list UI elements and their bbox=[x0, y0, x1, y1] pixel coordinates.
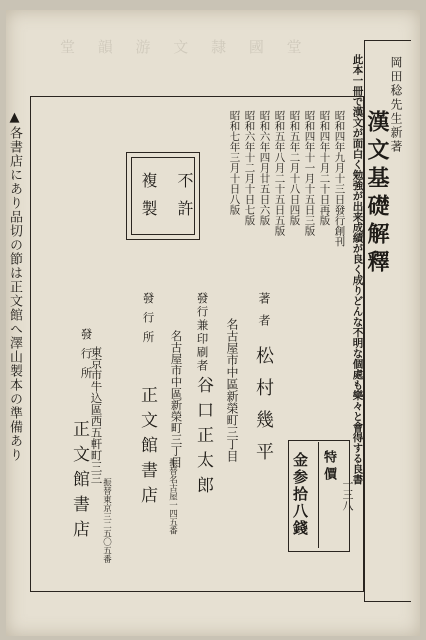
price-label: 特價 bbox=[321, 450, 336, 484]
tokyo-publisher-address: 東京市牛込區西五軒町三三 bbox=[89, 346, 104, 484]
author-name: 松村幾平 bbox=[253, 346, 274, 474]
edition-line: 昭和六年十二月十日七版 bbox=[243, 110, 256, 226]
printer-name: 谷口正太郎 bbox=[193, 376, 213, 501]
tokyo-publisher-name: 正文館書店 bbox=[69, 420, 89, 545]
edition-line: 昭和五年二月十八日四版 bbox=[288, 110, 301, 226]
price-amount: 金参拾八錢 bbox=[291, 452, 309, 537]
book-blurb: 此本一冊で漢文が面白く勉強が出来成績が良く成りどんな不明な個處も樂々と會得する良書 bbox=[351, 54, 364, 485]
page-number: 一三八 bbox=[341, 478, 354, 511]
book-title: 漢文基礎解釋 bbox=[364, 110, 390, 278]
edition-line: 昭和四年九月十三日發行創刊 bbox=[333, 110, 346, 247]
seal-text-right: 不許 bbox=[175, 172, 194, 228]
edition-line: 昭和六年四月廿五日六版 bbox=[258, 110, 271, 226]
edition-line: 昭和五年八月二十五日五版 bbox=[273, 110, 286, 236]
tokyo-publisher-phone: 振替東京三二五〇五番 bbox=[101, 478, 112, 563]
printer-role: 發行兼印刷者 bbox=[195, 292, 210, 373]
bleed-through-text: 堂 韻 游 文 隷 國 堂 bbox=[60, 38, 311, 56]
availability-notice: ▲各書店にあり品切の節は正文館へ澤山製本の準備あり bbox=[7, 110, 22, 462]
edition-line: 昭和七年三月十日八版 bbox=[228, 110, 241, 215]
series-author: 岡田稔先生新著 bbox=[389, 56, 403, 154]
publisher-phone: 振替名古屋一四五番 bbox=[167, 458, 178, 535]
author-address: 名古屋市中區新榮町三丁目 bbox=[225, 318, 239, 462]
printer-address: 名古屋市中區新榮町三丁目 bbox=[169, 330, 184, 468]
price-divider bbox=[318, 442, 319, 548]
publisher-role: 發行所 bbox=[141, 292, 156, 351]
edition-line: 昭和四年十一月十五日三版 bbox=[303, 110, 316, 236]
author-role: 著者 bbox=[257, 292, 271, 336]
edition-line: 昭和四年十月二十日再版 bbox=[318, 110, 331, 226]
seal-text-left: 複製 bbox=[139, 172, 158, 228]
publisher-name: 正文館書店 bbox=[137, 386, 157, 511]
tokyo-publisher-role: 發行所 bbox=[79, 328, 94, 387]
